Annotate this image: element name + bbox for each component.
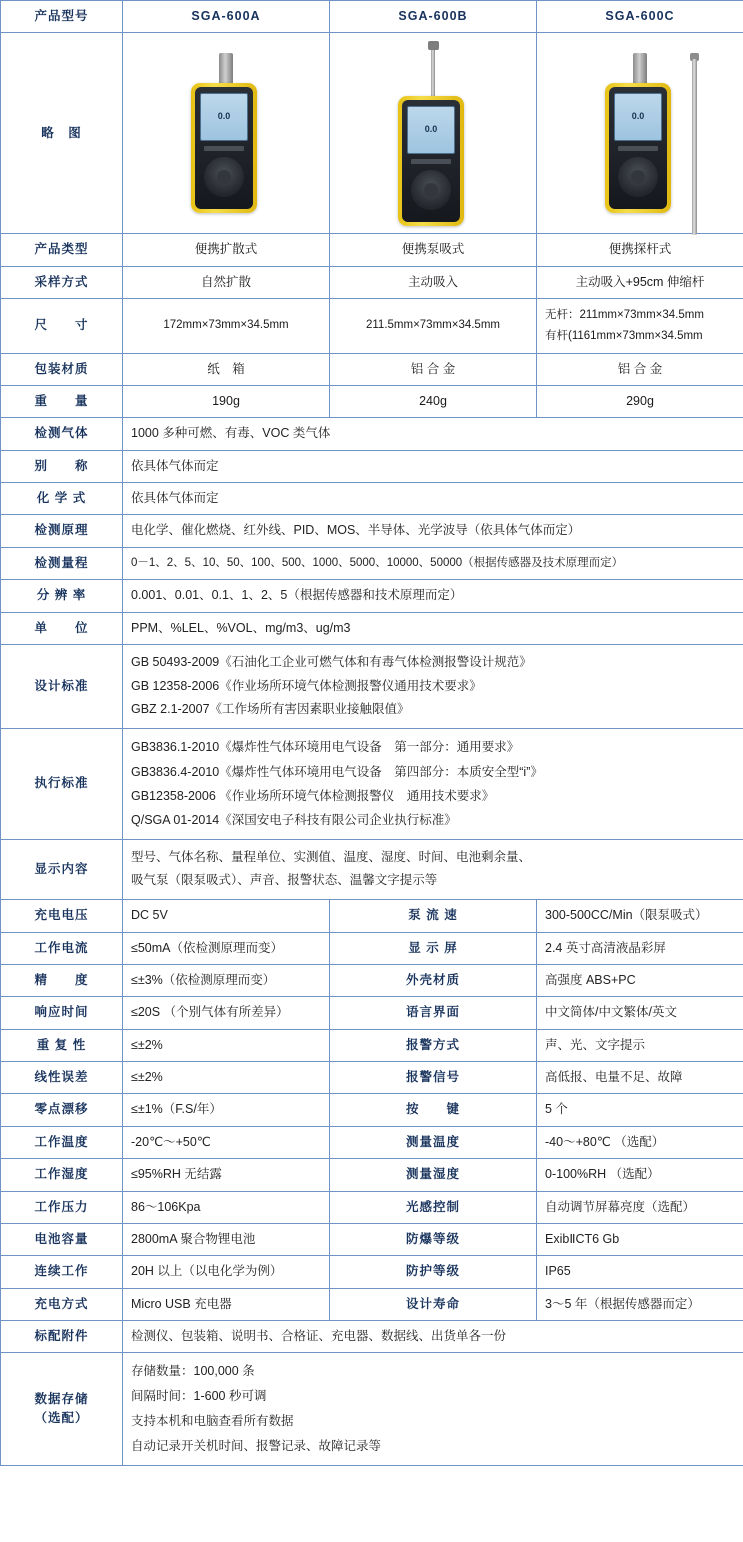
accuracy-value: ≤±3%（依检测原理而变） <box>123 964 330 996</box>
model-b: SGA-600B <box>330 1 537 33</box>
keypad-icon <box>204 157 244 197</box>
alarm-signal-value: 高低报、电量不足、故障 <box>537 1062 743 1094</box>
package-b: 铝 合 金 <box>330 353 537 385</box>
telescopic-rod-icon <box>692 59 697 235</box>
exec-standard-line-2: GB3836.4-2010《爆炸性气体环境用电气设备 第四部分：本质安全型“i”》 <box>131 764 543 779</box>
portable-pump-detector-icon <box>398 41 468 226</box>
table-row-principle <box>1 515 743 547</box>
package-a: 纸 箱 <box>123 353 330 385</box>
row-label-working-temp: 工作温度 <box>1 1126 123 1158</box>
resolution-value: 0.001、0.01、0.1、1、2、5（根据传感器和技术原理而定） <box>123 580 743 612</box>
design-standard-value <box>123 644 743 728</box>
sensor-cap-icon <box>633 53 647 83</box>
weight-c: 290g <box>537 385 743 417</box>
row-label-light-control: 光感控制 <box>330 1191 537 1223</box>
continuous-work-value: 20H 以上（以电化学为例） <box>123 1256 330 1288</box>
table-row-formula <box>1 483 743 515</box>
alarm-mode-value: 声、光、文字提示 <box>537 1029 743 1061</box>
row-label-design-standard: 设计标准 <box>1 644 123 728</box>
pump-tube-icon <box>431 50 435 96</box>
size-c-line2: 有杆(1161mm×73mm×34.5mm <box>545 329 703 342</box>
device-image-b <box>330 33 537 234</box>
data-storage-line-3: 支持本机和电脑查看所有数据 <box>131 1414 294 1429</box>
charge-voltage-value: DC 5V <box>123 900 330 932</box>
data-storage-line-2: 间隔时间：1-600 秒可调 <box>131 1389 267 1404</box>
row-label-working-pressure: 工作压力 <box>1 1191 123 1223</box>
row-label-range: 检测量程 <box>1 547 123 579</box>
accessories-value: 检测仪、包装箱、说明书、合格证、充电器、数据线、出货单各一份 <box>123 1321 743 1353</box>
row-label-formula: 化 学 式 <box>1 483 123 515</box>
row-label-accessories: 标配附件 <box>1 1321 123 1353</box>
row-label-battery: 电池容量 <box>1 1223 123 1255</box>
pump-tip-icon <box>428 41 439 50</box>
working-pressure-value: 86～106Kpa <box>123 1191 330 1223</box>
table-row-accessories <box>1 1321 743 1353</box>
row-label-display-content: 显示内容 <box>1 839 123 900</box>
size-c-line1: 无杆：211mm×73mm×34.5mm <box>545 309 704 322</box>
protection-grade-value: IP65 <box>537 1256 743 1288</box>
row-label-zero-drift: 零点漂移 <box>1 1094 123 1126</box>
table-row-continuous-work <box>1 1256 743 1288</box>
measure-humidity-value: 0-100%RH （选配） <box>537 1159 743 1191</box>
row-label-working-current: 工作电流 <box>1 932 123 964</box>
exec-standard-line-1: GB3836.1-2010《爆炸性气体环境用电气设备 第一部分：通用要求》 <box>131 740 520 755</box>
response-time-value: ≤20S （个别气体有所差异） <box>123 997 330 1029</box>
row-label-continuous-work: 连续工作 <box>1 1256 123 1288</box>
row-label-design-life: 设计寿命 <box>330 1288 537 1320</box>
row-label-package: 包装材质 <box>1 353 123 385</box>
row-label-shell-material: 外壳材质 <box>330 964 537 996</box>
design-life-value: 3～5 年（根据传感器而定） <box>537 1288 743 1320</box>
device-body <box>605 83 671 213</box>
explosion-grade-value: ExibⅡCT6 Gb <box>537 1223 743 1255</box>
exec-standard-value <box>123 729 743 840</box>
table-row-charge-mode <box>1 1288 743 1320</box>
design-standard-line-2: GB 12358-2006《作业场所环境气体检测报警仪通用技术要求》 <box>131 678 482 693</box>
table-row-working-temp <box>1 1126 743 1158</box>
table-row-accuracy <box>1 964 743 996</box>
table-row-zero-drift <box>1 1094 743 1126</box>
battery-value: 2800mA 聚合物锂电池 <box>123 1223 330 1255</box>
weight-b: 240g <box>330 385 537 417</box>
table-row-sampling <box>1 266 743 298</box>
row-label-repeatability: 重 复 性 <box>1 1029 123 1061</box>
principle-value: 电化学、催化燃烧、红外线、PID、MOS、半导体、光学波导（依具体气体而定） <box>123 515 743 547</box>
row-label-unit: 单 位 <box>1 612 123 644</box>
range-value: 0－1、2、5、10、50、100、500、1000、5000、10000、50000（根据传感器及技术原理而定） <box>123 547 743 579</box>
row-label-response-time: 响应时间 <box>1 997 123 1029</box>
unit-value: PPM、%LEL、%VOL、mg/m3、ug/m3 <box>123 612 743 644</box>
table-row-weight <box>1 385 743 417</box>
table-row-resolution <box>1 580 743 612</box>
screen-reading: 0.0 <box>424 123 438 134</box>
device-screen <box>407 106 455 154</box>
row-label-alarm-signal: 报警信号 <box>330 1062 537 1094</box>
formula-value: 依具体气体而定 <box>123 483 743 515</box>
display-content-line-1: 型号、气体名称、量程单位、实测值、温度、湿度、时间、电池剩余量、 <box>131 849 532 864</box>
product-type-b: 便携泵吸式 <box>330 234 537 266</box>
package-c: 铝 合 金 <box>537 353 743 385</box>
alias-value: 依具体气体而定 <box>123 450 743 482</box>
sensor-cap-icon <box>219 53 233 83</box>
data-storage-label-line1: 数据存储 <box>34 1392 89 1406</box>
row-label-linear-error: 线性误差 <box>1 1062 123 1094</box>
row-label-weight: 重 量 <box>1 385 123 417</box>
table-row-response-time <box>1 997 743 1029</box>
design-standard-line-1: GB 50493-2009《石油化工企业可燃气体和有毒气体检测报警设计规范》 <box>131 654 532 669</box>
pump-flow-value: 300-500CC/Min（限泵吸式） <box>537 900 743 932</box>
light-control-value: 自动调节屏幕亮度（选配） <box>537 1191 743 1223</box>
data-storage-label-line2: （选配） <box>34 1411 89 1426</box>
row-label-working-humidity: 工作湿度 <box>1 1159 123 1191</box>
row-label-charge-voltage: 充电电压 <box>1 900 123 932</box>
data-storage-line-4: 自动记录开关机时间、报警记录、故障记录等 <box>131 1439 382 1454</box>
table-row-repeatability <box>1 1029 743 1061</box>
shell-material-value: 高强度 ABS+PC <box>537 964 743 996</box>
table-row-data-storage <box>1 1353 743 1466</box>
table-row-size <box>1 299 743 353</box>
keys-value: 5 个 <box>537 1094 743 1126</box>
charge-mode-value: Micro USB 充电器 <box>123 1288 330 1320</box>
row-label-principle: 检测原理 <box>1 515 123 547</box>
brand-label <box>618 146 658 151</box>
row-label-keys: 按 键 <box>330 1094 537 1126</box>
device-body <box>191 83 257 213</box>
row-label-pump-flow: 泵 流 速 <box>330 900 537 932</box>
table-row-working-pressure <box>1 1191 743 1223</box>
table-row-gas <box>1 418 743 450</box>
row-label-explosion-grade: 防爆等级 <box>330 1223 537 1255</box>
model-a: SGA-600A <box>123 1 330 33</box>
exec-standard-line-3: GB12358-2006 《作业场所环境气体检测报警仪 通用技术要求》 <box>131 788 495 803</box>
table-row-working-current <box>1 932 743 964</box>
zero-drift-value: ≤±1%（F.S/年） <box>123 1094 330 1126</box>
display-content-value <box>123 839 743 900</box>
device-image-a <box>123 33 330 234</box>
gas-value: 1000 多种可燃、有毒、VOC 类气体 <box>123 418 743 450</box>
device-screen <box>614 93 662 141</box>
design-standard-line-3: GBZ 2.1-2007《工作场所有害因素职业接触限值》 <box>131 702 410 717</box>
table-row-model <box>1 1 743 33</box>
sampling-a: 自然扩散 <box>123 266 330 298</box>
size-b: 211.5mm×73mm×34.5mm <box>330 299 537 353</box>
sampling-b: 主动吸入 <box>330 266 537 298</box>
row-label-product-type: 产品类型 <box>1 234 123 266</box>
table-row-range <box>1 547 743 579</box>
display-screen-value: 2.4 英寸高清液晶彩屏 <box>537 932 743 964</box>
size-c <box>537 299 743 353</box>
keypad-icon <box>618 157 658 197</box>
device-screen <box>200 93 248 141</box>
row-label-sampling: 采样方式 <box>1 266 123 298</box>
table-row-diagram <box>1 33 743 234</box>
device-body <box>398 96 464 226</box>
row-label-diagram: 略 图 <box>1 33 123 234</box>
screen-reading: 0.0 <box>631 111 645 122</box>
table-row-unit <box>1 612 743 644</box>
row-label-size: 尺 寸 <box>1 299 123 353</box>
portable-probe-detector-icon <box>605 53 675 213</box>
data-storage-value <box>123 1353 743 1466</box>
table-row-package <box>1 353 743 385</box>
row-label-alias: 别 称 <box>1 450 123 482</box>
table-row-linear-error <box>1 1062 743 1094</box>
product-type-c: 便携探杆式 <box>537 234 743 266</box>
measure-temp-value: -40～+80℃ （选配） <box>537 1126 743 1158</box>
table-row-display-content <box>1 839 743 900</box>
row-label-data-storage <box>1 1353 123 1466</box>
row-label-charge-mode: 充电方式 <box>1 1288 123 1320</box>
row-label-exec-standard: 执行标准 <box>1 729 123 840</box>
row-label-protection-grade: 防护等级 <box>330 1256 537 1288</box>
row-label-gas: 检测气体 <box>1 418 123 450</box>
row-label-display-screen: 显 示 屏 <box>330 932 537 964</box>
brand-label <box>411 159 451 164</box>
table-row-alias <box>1 450 743 482</box>
table-row-working-humidity <box>1 1159 743 1191</box>
brand-label <box>204 146 244 151</box>
row-label-alarm-mode: 报警方式 <box>330 1029 537 1061</box>
linear-error-value: ≤±2% <box>123 1062 330 1094</box>
row-label-measure-humidity: 测量湿度 <box>330 1159 537 1191</box>
table-row-exec-standard <box>1 729 743 840</box>
working-current-value: ≤50mA（依检测原理而变） <box>123 932 330 964</box>
device-image-c <box>537 33 743 234</box>
row-label-measure-temp: 测量温度 <box>330 1126 537 1158</box>
language-value: 中文简体/中文繁体/英文 <box>537 997 743 1029</box>
exec-standard-line-4: Q/SGA 01-2014《深国安电子科技有限公司企业执行标准》 <box>131 813 457 828</box>
row-label-model: 产品型号 <box>1 1 123 33</box>
portable-diffusion-detector-icon <box>191 53 261 213</box>
product-type-a: 便携扩散式 <box>123 234 330 266</box>
repeatability-value: ≤±2% <box>123 1029 330 1061</box>
screen-reading: 0.0 <box>217 111 231 122</box>
table-row-battery <box>1 1223 743 1255</box>
table-row-design-standard <box>1 644 743 728</box>
model-c: SGA-600C <box>537 1 743 33</box>
row-label-language: 语言界面 <box>330 997 537 1029</box>
table-row-product-type <box>1 234 743 266</box>
sampling-c: 主动吸入+95cm 伸缩杆 <box>537 266 743 298</box>
row-label-resolution: 分 辨 率 <box>1 580 123 612</box>
working-humidity-value: ≤95%RH 无结露 <box>123 1159 330 1191</box>
size-a: 172mm×73mm×34.5mm <box>123 299 330 353</box>
display-content-line-2: 吸气泵（限泵吸式）、声音、报警状态、温馨文字提示等 <box>131 873 438 888</box>
weight-a: 190g <box>123 385 330 417</box>
data-storage-line-1: 存储数量：100,000 条 <box>131 1364 255 1379</box>
row-label-accuracy: 精 度 <box>1 964 123 996</box>
working-temp-value: -20℃～+50℃ <box>123 1126 330 1158</box>
keypad-icon <box>411 170 451 210</box>
table-row-charge-voltage <box>1 900 743 932</box>
